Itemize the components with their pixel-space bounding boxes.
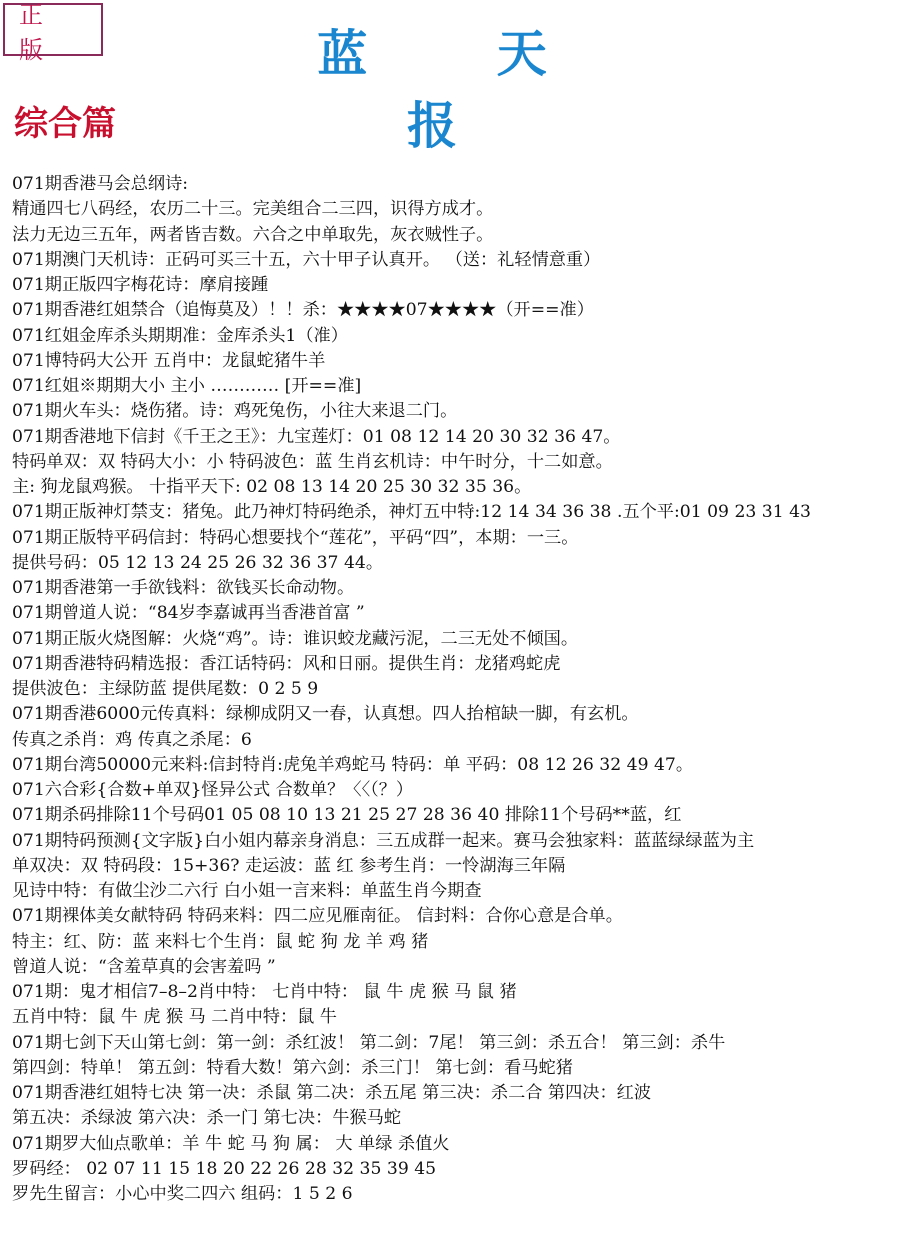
text-line: 五肖中特：鼠 牛 虎 猴 马 二肖中特：鼠 牛 [12,1007,337,1028]
article-body [12,172,898,1207]
text-line: 071期裸体美女献特码 特码来料：四二应见雁南征。 信封料：合你心意是合单。 [12,906,623,927]
text-line: 提供号码：05 12 13 24 25 26 32 36 37 44。 [12,552,384,573]
text-line: 071期杀码排除11个号码01 05 08 10 13 21 25 27 28 36 40 排除11个号码**蓝，红 [12,805,682,826]
text-line: 071六合彩{合数+单双}怪异公式 合数单？〈〈（？） [12,780,414,800]
text-line: 071期香港特码精选报：香江话特码：风和日丽。提供生肖：龙猪鸡蛇虎 [12,653,561,674]
text-line: 主: 狗龙鼠鸡猴。 十指平天下: 02 08 13 14 20 25 30 32 35 36。 [12,477,532,497]
text-line: 071红姐金库杀头期期准：金库杀头1（准） [12,325,348,346]
text-line: 法力无边三五年，两者皆吉数。六合之中单取先，灰衣贼性子。 [12,224,494,245]
text-line: 071期：鬼才相信7–8–2肖中特： 七肖中特： 鼠 牛 虎 猴 马 鼠 猪 [12,982,517,1002]
text-line: 071期七剑下天山第七剑：第一剑：杀红波！ 第二剑：7尾！ 第三剑：杀五合！ 第三剑：杀牛 [12,1032,726,1053]
newspaper-title: 蓝 天 报 [317,25,603,155]
edition-badge: 正 版 [3,3,103,56]
text-line: 071期香港红姐禁合（追悔莫及）！！杀：★★★★07★★★★（开==准） [12,300,594,321]
text-line: 071期香港第一手欲钱料：欲钱买长命动物。 [12,578,355,598]
text-line: 071期曾道人说：“84岁李嘉诚再当香港首富 ” [12,603,365,624]
text-line: 071期罗大仙点歌单：羊 牛 蛇 马 狗 属： 大 单绿 杀值火 [12,1133,450,1154]
text-line: 071博特码大公开 五肖中：龙鼠蛇猪牛羊 [12,350,326,371]
text-line: 071期香港6000元传真料：绿柳成阴又一春，认真想。四人抬棺缺一脚，有玄机。 [12,704,639,725]
text-line: 单双决：双 特码段：15+36? 走运波：蓝 红 参考生肖：一怜湖海三年隔 [12,855,566,876]
text-line: 特码单双：双 特码大小：小 特码波色：蓝 生肖玄机诗：中午时分，十二如意。 [12,451,613,472]
text-line: 071期特码预测{文字版}白小姐内幕亲身消息：三五成群一起来。赛马会独家料：蓝蓝绿绿蓝为主 [12,830,755,851]
text-line: 第四剑：特单！ 第五剑：特看大数！第六剑：杀三门！ 第七剑：看马蛇猪 [12,1057,573,1078]
text-line: 071期澳门天机诗：正码可买三十五，六十甲子认真开。 （送：礼轻情意重） [12,249,601,270]
text-line: 071期正版四字梅花诗：摩肩接踵 [12,275,269,295]
text-line: 传真之杀肖：鸡 传真之杀尾：6 [12,729,252,750]
text-line: 071红姐※期期大小 主小 ………… [开==准] [12,376,362,396]
text-line: 特主：红、防：蓝 来料七个生肖：鼠 蛇 狗 龙 羊 鸡 猪 [12,931,429,952]
text-line: 071期香港地下信封《千王之王》：九宝莲灯：01 08 12 14 20 30 32 36 47。 [12,426,621,447]
text-line: 071期香港马会总纲诗: [12,174,189,194]
text-line: 精通四七八码经，农历二十三。完美组合二三四，识得方成才。 [12,199,494,220]
text-line: 071期台湾50000元来料:信封特肖:虎兔羊鸡蛇马 特码：单 平码：08 12 26 32 49 47。 [12,754,694,775]
text-line: 071期正版火烧图解：火烧“鸡”。诗：谁识蛟龙藏污泥，二三无处不倾国。 [12,628,579,649]
text-line: 罗码经： 02 07 11 15 18 20 22 26 28 32 35 39 45 [12,1158,437,1179]
text-line: 第五决：杀绿波 第六决：杀一门 第七决：牛猴马蛇 [12,1108,402,1129]
section-heading: 综合篇 [14,104,116,144]
text-line: 罗先生留言：小心中奖二四六 组码：1 5 2 6 [12,1184,353,1204]
text-line: 见诗中特：有做尘沙二六行 白小姐一言来料：单蓝生肖今期查 [12,881,482,901]
text-line: 曾道人说：“含羞草真的会害羞吗 ” [12,956,276,977]
text-line: 071期正版特平码信封：特码心想要找个“莲花”，平码“四”，本期：一三。 [12,527,579,548]
text-line: 071期香港红姐特七决 第一决：杀鼠 第二决：杀五尾 第三决：杀二合 第四决：红波 [12,1083,652,1103]
text-line: 071期正版神灯禁支：猪兔。此乃神灯特码绝杀，神灯五中特:12 14 34 36 38 .五个平:01 09 23 31 43 [12,502,811,523]
text-line: 071期火车头：烧伤猪。诗：鸡死兔伤，小往大来退二门。 [12,401,458,422]
text-line: 提供波色：主绿防蓝 提供尾数：0 2 5 9 [12,679,319,699]
